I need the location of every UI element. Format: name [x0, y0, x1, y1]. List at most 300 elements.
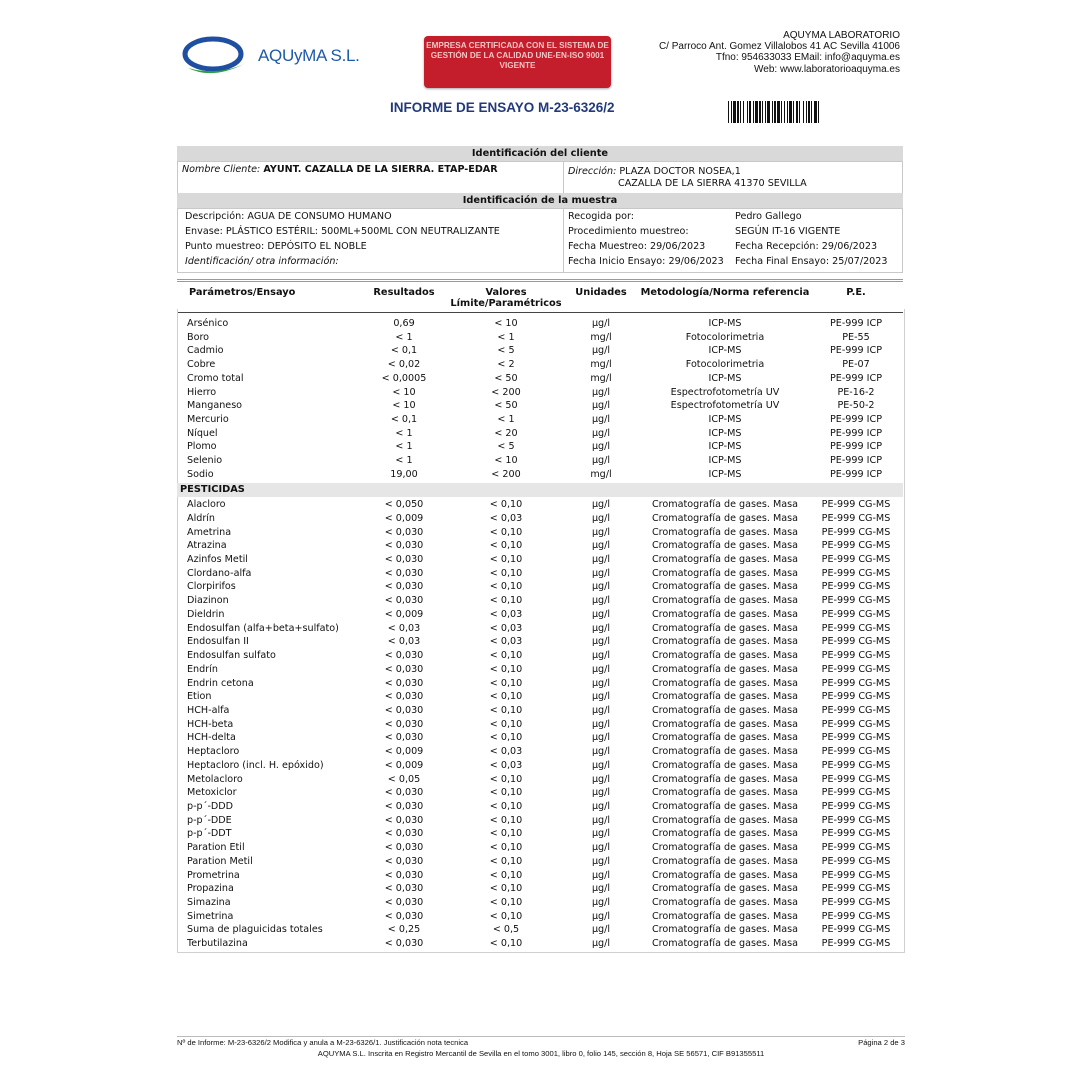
unit: µg/l	[591, 691, 611, 703]
param-name: Diazinon	[187, 595, 229, 607]
method: Cromatografía de gases. Masa	[651, 732, 799, 744]
method: Cromatografía de gases. Masa	[651, 842, 799, 854]
param-name: Arsénico	[187, 318, 229, 329]
pe-code: PE-999 CG-MS	[821, 828, 891, 840]
param-name: Prometrina	[187, 869, 240, 881]
param-name: Metolacloro	[187, 773, 243, 785]
method: Cromatografía de gases. Masa	[651, 924, 799, 936]
sample-section-title: Identificación de la muestra	[177, 193, 903, 208]
limit-value: < 0,10	[489, 526, 523, 538]
table-row	[177, 317, 903, 331]
result-value: 0,69	[393, 318, 415, 329]
param-name: Simetrina	[187, 910, 234, 922]
unit: mg/l	[590, 359, 612, 371]
table-row	[177, 800, 903, 814]
param-name: Clordano-alfa	[187, 567, 252, 579]
pe-code: PE-999 CG-MS	[821, 800, 891, 812]
pe-code: PE-999 CG-MS	[821, 746, 891, 758]
param-name: Etion	[187, 691, 212, 703]
method: Cromatografía de gases. Masa	[651, 663, 799, 675]
table-row	[177, 635, 903, 649]
pe-code: PE-999 CG-MS	[821, 677, 891, 689]
pe-code: PE-999 CG-MS	[821, 691, 891, 703]
pe-code: PE-999 CG-MS	[821, 869, 891, 881]
table-row	[177, 718, 903, 732]
result-value: < 0,030	[384, 650, 424, 662]
limit-value: < 0,5	[492, 924, 520, 936]
result-value: < 0,03	[387, 622, 421, 634]
param-name: p-p´-DDE	[187, 814, 232, 826]
param-name: Endrín	[187, 663, 218, 675]
result-value: < 1	[395, 427, 413, 439]
result-value: < 0,030	[384, 718, 424, 730]
param-name: Metoxiclor	[187, 787, 237, 799]
table-row	[177, 454, 903, 468]
table-row	[177, 526, 903, 540]
table-row	[177, 344, 903, 358]
unit: µg/l	[591, 427, 611, 439]
unit: µg/l	[591, 512, 611, 524]
footer-page-number: Página 2 de 3	[858, 1038, 905, 1047]
client-address-line2: CAZALLA DE LA SIERRA 41370 SEVILLA	[618, 178, 807, 189]
sampling-procedure-value: SEGÚN IT-16 VIGENTE	[735, 226, 841, 237]
limit-value: < 0,10	[489, 910, 523, 922]
method: ICP-MS	[708, 468, 742, 480]
sample-point: Punto muestreo: DEPÓSITO EL NOBLE	[185, 241, 367, 252]
method: Cromatografía de gases. Masa	[651, 499, 799, 511]
unit: mg/l	[590, 331, 612, 343]
limit-value: < 0,10	[489, 842, 523, 854]
param-name: Aldrín	[187, 512, 216, 524]
limit-value: < 0,10	[489, 855, 523, 867]
unit: µg/l	[591, 677, 611, 689]
table-row	[177, 814, 903, 828]
table-row	[177, 882, 903, 896]
unit: µg/l	[591, 414, 611, 426]
table-row	[177, 413, 903, 427]
table-row	[177, 773, 903, 787]
lab-info	[659, 30, 900, 75]
result-value: < 0,030	[384, 910, 424, 922]
footer-report-note: Nº de Informe: M-23-6326/2 Modifica y anula a M-23-6326/1. Justificación nota tecnica	[177, 1038, 469, 1047]
method: Cromatografía de gases. Masa	[651, 938, 799, 950]
result-value: < 0,03	[387, 636, 421, 648]
method: Cromatografía de gases. Masa	[651, 897, 799, 909]
param-name: Heptacloro (incl. H. epóxido)	[187, 759, 324, 771]
table-row	[177, 910, 903, 924]
result-value: < 0,030	[384, 855, 424, 867]
unit: µg/l	[591, 759, 611, 771]
method: Cromatografía de gases. Masa	[651, 718, 799, 730]
unit: µg/l	[591, 345, 611, 357]
result-value: < 0,030	[384, 595, 424, 607]
param-name: Hierro	[187, 386, 217, 398]
table-row	[177, 372, 903, 386]
method: Cromatografía de gases. Masa	[651, 581, 799, 593]
limit-value: < 0,10	[489, 540, 523, 552]
limit-value: < 0,10	[489, 869, 523, 881]
pe-code: PE-999 CG-MS	[821, 567, 891, 579]
certification-badge	[424, 36, 611, 88]
param-name: Endosulfan II	[187, 636, 249, 648]
limit-value: < 0,10	[489, 828, 523, 840]
pe-code: PE-999 CG-MS	[821, 759, 891, 771]
result-value: < 0,05	[387, 773, 421, 785]
limit-value: < 10	[494, 455, 518, 467]
pe-code: PE-999 CG-MS	[821, 814, 891, 826]
param-name: HCH-alfa	[187, 704, 230, 716]
pe-code: PE-999 CG-MS	[821, 595, 891, 607]
pe-code: PE-07	[842, 359, 870, 371]
limit-value: < 0,10	[489, 677, 523, 689]
table-row	[177, 580, 903, 594]
table-row	[177, 331, 903, 345]
table-row	[177, 386, 903, 400]
limit-value: < 0,10	[489, 787, 523, 799]
unit: µg/l	[591, 746, 611, 758]
table-row	[177, 553, 903, 567]
collected-by-value: Pedro Gallego	[735, 211, 802, 222]
table-row	[177, 677, 903, 691]
param-name: Atrazina	[187, 540, 227, 552]
result-value: < 0,030	[384, 787, 424, 799]
unit: µg/l	[591, 704, 611, 716]
collected-by-label: Recogida por:	[568, 211, 635, 222]
table-row	[177, 745, 903, 759]
param-name: Níquel	[187, 427, 218, 439]
pe-code: PE-999 CG-MS	[821, 704, 891, 716]
result-value: < 0,1	[390, 414, 418, 426]
limit-value: < 0,03	[489, 622, 523, 634]
method: Cromatografía de gases. Masa	[651, 800, 799, 812]
unit: µg/l	[591, 608, 611, 620]
method: ICP-MS	[708, 455, 742, 467]
pe-code: PE-999 CG-MS	[821, 883, 891, 895]
limit-value: < 200	[491, 468, 521, 480]
param-name: p-p´-DDD	[187, 800, 234, 812]
param-name: Cadmio	[187, 345, 224, 357]
pe-code: PE-999 CG-MS	[821, 554, 891, 566]
method: Cromatografía de gases. Masa	[651, 636, 799, 648]
client-address: Dirección: PLAZA DOCTOR NOSEA,1	[568, 166, 741, 177]
unit: µg/l	[591, 455, 611, 467]
pe-code: PE-999 CG-MS	[821, 526, 891, 538]
unit: µg/l	[591, 554, 611, 566]
param-name: p-p´-DDT	[187, 828, 232, 840]
limit-value: < 0,10	[489, 704, 523, 716]
unit: µg/l	[591, 581, 611, 593]
pe-code: PE-999 CG-MS	[821, 650, 891, 662]
result-value: < 0,030	[384, 938, 424, 950]
limit-value: < 0,10	[489, 691, 523, 703]
report-title: INFORME DE ENSAYO M-23-6326/2	[390, 100, 615, 115]
method: Cromatografía de gases. Masa	[651, 773, 799, 785]
method: Fotocolorimetria	[685, 359, 765, 371]
method: ICP-MS	[708, 427, 742, 439]
limit-value: < 50	[494, 372, 518, 384]
result-value: < 0,030	[384, 869, 424, 881]
method: ICP-MS	[708, 318, 742, 329]
limit-value: < 1	[497, 331, 515, 343]
table-row	[177, 731, 903, 745]
pe-code: PE-999 CG-MS	[821, 636, 891, 648]
param-name: Boro	[187, 331, 210, 343]
logo-swoosh-icon	[182, 34, 258, 80]
limit-value: < 0,10	[489, 800, 523, 812]
unit: µg/l	[591, 663, 611, 675]
unit: mg/l	[590, 468, 612, 480]
result-value: < 0,030	[384, 554, 424, 566]
method: Cromatografía de gases. Masa	[651, 512, 799, 524]
pe-code: PE-999 ICP	[830, 372, 882, 384]
table-row	[177, 440, 903, 454]
pe-code: PE-999 CG-MS	[821, 512, 891, 524]
method: ICP-MS	[708, 345, 742, 357]
method: Cromatografía de gases. Masa	[651, 526, 799, 538]
limit-value: < 0,10	[489, 567, 523, 579]
unit: µg/l	[591, 897, 611, 909]
pe-code: PE-999 CG-MS	[821, 897, 891, 909]
table-row	[177, 622, 903, 636]
pe-code: PE-999 CG-MS	[821, 855, 891, 867]
unit: µg/l	[591, 526, 611, 538]
method: Cromatografía de gases. Masa	[651, 554, 799, 566]
sample-description: Descripción: AGUA DE CONSUMO HUMANO	[185, 211, 392, 222]
method: Cromatografía de gases. Masa	[651, 595, 799, 607]
param-name: HCH-beta	[187, 718, 234, 730]
table-row	[177, 937, 903, 951]
result-value: < 0,030	[384, 581, 424, 593]
param-name: Terbutilazina	[187, 938, 248, 950]
results-table-header	[177, 279, 903, 313]
table-row	[177, 786, 903, 800]
pe-code: PE-999 CG-MS	[821, 842, 891, 854]
unit: µg/l	[591, 318, 611, 329]
table-row	[177, 399, 903, 413]
lab-contact: Tfno: 954633033 EMail: info@aquyma.es	[715, 52, 900, 64]
pe-code: PE-999 CG-MS	[821, 608, 891, 620]
result-value: < 10	[392, 400, 416, 412]
lab-name: AQUYMA LABORATORIO	[783, 30, 900, 41]
unit: µg/l	[591, 595, 611, 607]
unit: mg/l	[590, 372, 612, 384]
test-start-date: Fecha Inicio Ensayo: 29/06/2023	[568, 256, 724, 267]
result-value: < 0,030	[384, 842, 424, 854]
method: Cromatografía de gases. Masa	[651, 855, 799, 867]
method: ICP-MS	[708, 414, 742, 426]
reception-date: Fecha Recepción: 29/06/2023	[735, 241, 878, 252]
method: Cromatografía de gases. Masa	[651, 650, 799, 662]
table-row	[177, 827, 903, 841]
param-name: Simazina	[187, 897, 231, 909]
limit-value: < 0,10	[489, 650, 523, 662]
header-results: Resultados	[373, 287, 435, 298]
limit-value: < 0,10	[489, 773, 523, 785]
result-value: < 0,030	[384, 567, 424, 579]
method: Cromatografía de gases. Masa	[651, 622, 799, 634]
client-box	[177, 161, 903, 194]
pe-code: PE-999 ICP	[830, 318, 882, 329]
pe-code: PE-999 ICP	[830, 427, 882, 439]
param-name: Clorpirifos	[187, 581, 236, 593]
method: Cromatografía de gases. Masa	[651, 567, 799, 579]
result-value: < 1	[395, 331, 413, 343]
unit: µg/l	[591, 787, 611, 799]
unit: µg/l	[591, 883, 611, 895]
method: Cromatografía de gases. Masa	[651, 883, 799, 895]
unit: µg/l	[591, 400, 611, 412]
param-name: Heptacloro	[187, 746, 240, 758]
method: Cromatografía de gases. Masa	[651, 828, 799, 840]
limit-value: < 0,10	[489, 718, 523, 730]
header-pe: P.E.	[846, 287, 866, 298]
unit: µg/l	[591, 938, 611, 950]
pe-code: PE-999 CG-MS	[821, 910, 891, 922]
method: Cromatografía de gases. Masa	[651, 814, 799, 826]
lab-web: Web: www.laboratorioaquyma.es	[754, 63, 900, 75]
limit-value: < 1	[497, 414, 515, 426]
table-row	[177, 690, 903, 704]
param-name: Manganeso	[187, 400, 243, 412]
method: Fotocolorimetria	[685, 331, 765, 343]
unit: µg/l	[591, 732, 611, 744]
method: Cromatografía de gases. Masa	[651, 746, 799, 758]
param-name: Azinfos Metil	[187, 554, 248, 566]
pe-code: PE-999 CG-MS	[821, 581, 891, 593]
limit-value: < 0,03	[489, 746, 523, 758]
limit-value: < 5	[497, 441, 515, 453]
result-value: < 0,030	[384, 540, 424, 552]
pe-code: PE-999 CG-MS	[821, 924, 891, 936]
param-name: Propazina	[187, 883, 234, 895]
result-value: < 0,009	[384, 608, 424, 620]
pe-code: PE-999 CG-MS	[821, 540, 891, 552]
pe-code: PE-50-2	[837, 400, 875, 412]
method: Cromatografía de gases. Masa	[651, 910, 799, 922]
method: Cromatografía de gases. Masa	[651, 691, 799, 703]
param-name: Selenio	[187, 455, 223, 467]
pe-code: PE-999 ICP	[830, 345, 882, 357]
result-value: < 0,009	[384, 512, 424, 524]
pe-code: PE-999 CG-MS	[821, 663, 891, 675]
pe-code: PE-999 ICP	[830, 455, 882, 467]
method: Cromatografía de gases. Masa	[651, 759, 799, 771]
header-limits: Valores Límite/Paramétricos	[450, 287, 562, 309]
result-value: < 0,050	[384, 499, 424, 511]
result-value: < 1	[395, 441, 413, 453]
result-value: < 0,25	[387, 924, 421, 936]
pe-code: PE-999 ICP	[830, 414, 882, 426]
unit: µg/l	[591, 386, 611, 398]
result-value: < 0,02	[387, 359, 421, 371]
param-name: Plomo	[187, 441, 217, 453]
limit-value: < 2	[497, 359, 515, 371]
table-row	[177, 923, 903, 937]
method: Cromatografía de gases. Masa	[651, 704, 799, 716]
pe-code: PE-999 ICP	[830, 468, 882, 480]
param-name: Mercurio	[187, 414, 229, 426]
param-name: Cobre	[187, 359, 216, 371]
table-row	[177, 663, 903, 677]
table-row	[177, 704, 903, 718]
barcode-icon	[728, 101, 862, 123]
pe-code: PE-999 CG-MS	[821, 732, 891, 744]
pe-code: PE-999 CG-MS	[821, 938, 891, 950]
limit-value: < 200	[491, 386, 521, 398]
sample-box	[177, 208, 903, 273]
result-value: < 0,030	[384, 732, 424, 744]
result-value: < 0,009	[384, 759, 424, 771]
result-value: < 0,1	[390, 345, 418, 357]
pe-code: PE-999 CG-MS	[821, 718, 891, 730]
unit: µg/l	[591, 636, 611, 648]
method: Cromatografía de gases. Masa	[651, 608, 799, 620]
sampling-date: Fecha Muestreo: 29/06/2023	[568, 241, 706, 252]
table-row	[177, 567, 903, 581]
result-value: < 0,030	[384, 800, 424, 812]
limit-value: < 0,03	[489, 512, 523, 524]
unit: µg/l	[591, 814, 611, 826]
result-value: < 0,030	[384, 828, 424, 840]
unit: µg/l	[591, 910, 611, 922]
group-header-pesticides	[177, 483, 903, 497]
method: Cromatografía de gases. Masa	[651, 869, 799, 881]
result-value: < 0,030	[384, 691, 424, 703]
result-value: < 0,030	[384, 814, 424, 826]
table-row	[177, 427, 903, 441]
limit-value: < 0,10	[489, 814, 523, 826]
result-value: < 0,030	[384, 663, 424, 675]
limit-value: < 0,10	[489, 581, 523, 593]
param-name: Cromo total	[187, 372, 244, 384]
result-value: < 0,030	[384, 897, 424, 909]
unit: µg/l	[591, 773, 611, 785]
result-value: < 1	[395, 455, 413, 467]
table-row	[177, 759, 903, 773]
table-row	[177, 608, 903, 622]
pe-code: PE-999 CG-MS	[821, 499, 891, 511]
client-name: Nombre Cliente: AYUNT. CAZALLA DE LA SIERRA. ETAP-EDAR	[182, 164, 498, 175]
unit: µg/l	[591, 869, 611, 881]
pe-code: PE-55	[842, 331, 870, 343]
limit-value: < 20	[494, 427, 518, 439]
group-label: PESTICIDAS	[180, 483, 245, 495]
limit-value: < 0,10	[489, 663, 523, 675]
unit: µg/l	[591, 441, 611, 453]
unit: µg/l	[591, 622, 611, 634]
param-name: Sodio	[187, 468, 214, 480]
unit: µg/l	[591, 855, 611, 867]
result-value: < 0,030	[384, 883, 424, 895]
method: Cromatografía de gases. Masa	[651, 540, 799, 552]
unit: µg/l	[591, 650, 611, 662]
table-row	[177, 869, 903, 883]
unit: µg/l	[591, 800, 611, 812]
sample-other-info: Identificación/ otra información:	[185, 256, 339, 267]
table-row	[177, 649, 903, 663]
method: ICP-MS	[708, 441, 742, 453]
unit: µg/l	[591, 924, 611, 936]
table-row	[177, 841, 903, 855]
method: Cromatografía de gases. Masa	[651, 677, 799, 689]
test-end-date: Fecha Final Ensayo: 25/07/2023	[735, 256, 888, 267]
table-row	[177, 539, 903, 553]
param-name: Paration Etil	[187, 842, 245, 854]
lab-address: C/ Parroco Ant. Gomez Villalobos 41 AC Sevilla 41006	[658, 41, 900, 53]
pe-code: PE-999 CG-MS	[821, 773, 891, 785]
header-units: Unidades	[575, 287, 627, 298]
method: Espectrofotometría UV	[670, 400, 780, 412]
